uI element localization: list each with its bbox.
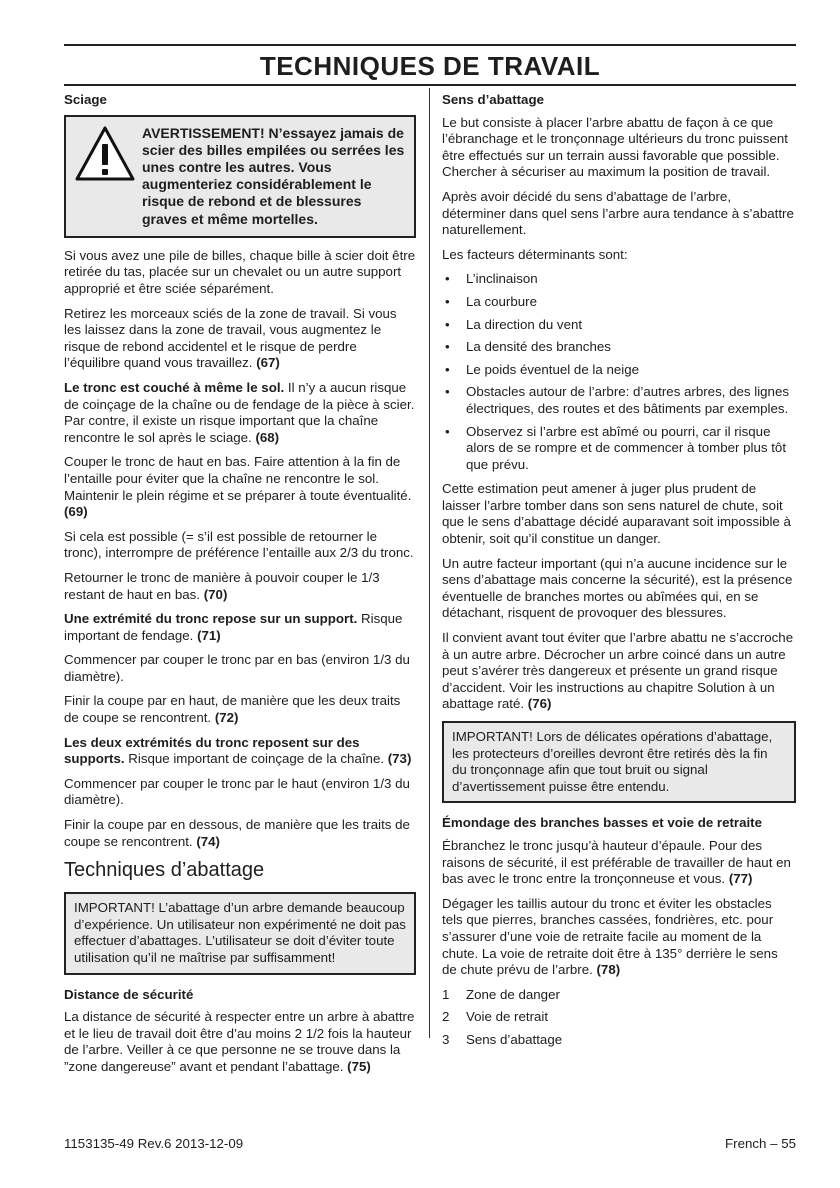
important-text: IMPORTANT! Lors de délicates opérations d’abattage, les protecteurs d’oreilles devront être retirés dès la fin du tronçonnage afin que tout bruit ou signal d’avertissement puisse être entendu. [452, 729, 773, 794]
bullet-icon: • [445, 339, 450, 355]
paragraph [442, 189, 796, 239]
paragraph [442, 115, 796, 181]
paragraph-lead: Le tronc est couché à même le sol. [64, 379, 285, 395]
paragraph-text: Retourner le tronc de manière à pouvoir couper le 1/3 restant de haut en bas. [64, 569, 380, 602]
legend-item [442, 987, 796, 1004]
paragraph [64, 735, 416, 768]
legend-number: 2 [442, 1009, 450, 1025]
legend-list [442, 987, 796, 1049]
paragraph [64, 454, 416, 520]
paragraph-text: Si vous avez une pile de billes, chaque bille à scier doit être retirée du tas, placée sur un chevalet ou un autre support approprié et être sciée séparément. [64, 247, 416, 296]
paragraph [442, 838, 796, 888]
important-box [64, 892, 416, 974]
bullet-icon: • [445, 384, 450, 400]
important-box [442, 721, 796, 803]
paragraph [64, 652, 416, 685]
paragraph [64, 611, 416, 644]
paragraph [64, 693, 416, 726]
paragraph-text: Un autre facteur important (qui n’a aucune incidence sur le sens d’abattage mais concerne la sécurité), est la présence éventuelle de branches mortes ou abîmées qui, en se détachant, risquent de provoquer des blessures. [442, 555, 793, 621]
paragraph-text: Dégager les taillis autour du tronc et éviter les obstacles tels que pierres, branches cassées, fondrières, etc. pour s’assurer d’une voie de retraite facile au moment de la chute. La voie de retraite doit être à 135° derrière le sens de chute prévu de l’arbre. [442, 895, 778, 978]
list-item [442, 362, 796, 379]
paragraph-text: Si cela est possible (= s’il est possible de retourner le tronc), interrompre de préférence l’entaille aux 2/3 du tronc. [64, 528, 414, 561]
figure-ref: (69) [64, 504, 88, 520]
figure-ref: (73) [387, 751, 412, 767]
figure-ref: (68) [255, 429, 280, 445]
list-item-text: La densité des branches [466, 339, 611, 355]
list-item [442, 424, 796, 474]
paragraph [64, 306, 416, 372]
legend-text: Voie de retrait [466, 1009, 549, 1025]
left-column [64, 92, 416, 1084]
bullet-icon: • [445, 316, 450, 332]
paragraph-text: Finir la coupe par en haut, de manière que les deux traits de coupe se rencontrent. [64, 693, 401, 726]
paragraph-text: Finir la coupe par en dessous, de manière que les traits de coupe se rencontrent. [64, 817, 410, 849]
legend-text: Zone de danger [466, 986, 560, 1002]
paragraph [442, 247, 796, 264]
paragraph [64, 570, 416, 603]
list-item-text: Obstacles autour de l’arbre: d’autres arbres, des lignes électriques, des routes et des bâtiments par exemples. [466, 384, 789, 416]
figure-ref: (76) [527, 696, 552, 712]
paragraph-lead: Les deux extrémités du tronc reposent sur des supports. [64, 734, 360, 767]
paragraph [64, 817, 416, 850]
warning-box [64, 115, 416, 238]
paragraph [64, 776, 416, 809]
section-heading-techniques: Techniques d’abattage [64, 859, 265, 882]
legend-text: Sens d’abattage [466, 1031, 563, 1047]
paragraph-lead: Une extrémité du tronc repose sur un support. [64, 611, 358, 627]
legend-number: 3 [442, 1031, 450, 1047]
bullet-icon: • [445, 293, 450, 309]
figure-ref: (77) [728, 871, 753, 887]
important-text: IMPORTANT! L’abattage d’un arbre demande beaucoup d’expérience. Un utilisateur non expérimenté ne doit pas effectuer d’abattages. L’utilisateur se doit d’éviter toute utilisation qu’il ne maîtrise par suffisamment! [74, 900, 406, 965]
paragraph-text: Commencer par couper le tronc par le haut (environ 1/3 du diamètre). [64, 775, 410, 808]
bullet-icon: • [445, 271, 450, 287]
paragraph-text: La distance de sécurité à respecter entre un arbre à abattre et le lieu de travail doit être d’au moins 2 1/2 fois la hauteur de l’arbre. Veiller à ce que personne ne se trouve dans la ”zone dangereuse” avant et pendant l’abattage. [64, 1009, 415, 1074]
figure-ref: (72) [214, 710, 239, 726]
paragraph [64, 380, 416, 446]
warning-text: AVERTISSEMENT! N’essayez jamais de scier des billes empilées ou serrées les unes contre les autres. Vous augmenteriez considérablement le risque de rebond et de blessures graves et même mortelles. [142, 124, 405, 227]
factors-list [442, 271, 796, 473]
list-item [442, 384, 796, 417]
paragraph [64, 248, 416, 298]
paragraph [442, 630, 796, 713]
paragraph-text: Il convient avant tout éviter que l’arbre abattu ne s’accroche à un autre arbre. Décrocher un arbre coincé dans un autre peut s’avérer très dangereux et présente un grand risque d’accident. Voir les instructions au chapitre Solution à un abattage raté. [442, 630, 794, 712]
page-header [64, 44, 796, 86]
paragraph [64, 1009, 416, 1075]
list-item-text: Le poids éventuel de la neige [466, 361, 639, 377]
paragraph-text: Les facteurs déterminants sont: [442, 246, 628, 262]
section-heading-sens: Sens d’abattage [442, 92, 544, 107]
paragraph-text: Ébranchez le tronc jusqu’à hauteur d’épaule. Pour des raisons de sécurité, il est préférable de travailler de haut en bas avec le tronc entre la tronçonneuse et vous. [442, 837, 791, 887]
figure-ref: (71) [197, 627, 221, 643]
legend-item [442, 1032, 796, 1049]
list-item [442, 294, 796, 311]
warning-triangle-icon [74, 125, 136, 183]
paragraph [442, 896, 796, 979]
legend-number: 1 [442, 986, 450, 1002]
paragraph-text: Risque important de fendage. [64, 611, 403, 643]
list-item [442, 317, 796, 334]
paragraph [442, 556, 796, 622]
legend-item [442, 1009, 796, 1026]
list-item-text: La direction du vent [466, 316, 583, 332]
title-rule [64, 84, 796, 86]
list-item-text: La courbure [466, 293, 537, 309]
list-item [442, 271, 796, 288]
section-heading-distance: Distance de sécurité [64, 986, 194, 1002]
paragraph-text: Le but consiste à placer l’arbre abattu de façon à ce que l’ébranchage et le tronçonnage ultérieurs du tronc puissent être effectués sur un terrain aussi favorable que possible. Chercher à sécuriser au maximum la position de travail. [442, 114, 788, 180]
paragraph [442, 481, 796, 547]
bullet-icon: • [445, 361, 450, 377]
list-item [442, 339, 796, 356]
paragraph-text: Commencer par couper le tronc par en bas (environ 1/3 du diamètre). [64, 652, 410, 684]
figure-ref: (70) [203, 586, 228, 602]
right-column [442, 92, 796, 1055]
footer-doc-id: 1153135-49 Rev.6 2013-12-09 [64, 1136, 244, 1151]
figure-ref: (75) [347, 1058, 371, 1074]
column-separator [429, 88, 430, 1038]
paragraph-text: Cette estimation peut amener à juger plus prudent de laisser l’arbre tomber dans son sens naturel de chute, soit que le sens d’abattage décidé auparavant soit impossible à obtenir, soit qu’il constitue un danger. [442, 481, 791, 547]
section-heading-sciage: Sciage [64, 92, 107, 107]
bullet-icon: • [445, 423, 450, 439]
paragraph-text: Couper le tronc de haut en bas. Faire attention à la fin de l’entaille pour éviter que la chaîne ne rencontre le sol. Maintenir le plein régime et se préparer à toute éventualité. [64, 454, 412, 503]
figure-ref: (67) [256, 355, 280, 371]
paragraph-text: Risque important de coinçage de la chaîne. [124, 751, 385, 767]
footer-page-number: French – 55 [725, 1136, 796, 1151]
list-item-text: L’inclinaison [466, 271, 538, 287]
section-heading-emondage: Émondage des branches basses et voie de retraite [442, 815, 762, 831]
paragraph-text: Il n’y a aucun risque de coinçage de la chaîne ou de fendage de la pièce à scier. Par contre, il existe un risque important que la chaîne rencontre le sol après le sciage. [64, 379, 415, 445]
paragraph [64, 529, 416, 562]
page-title: TECHNIQUES DE TRAVAIL [259, 51, 601, 81]
list-item-text: Observez si l’arbre est abîmé ou pourri, car il risque alors de se rompre et de commencer à tomber plus tôt que prévu. [466, 423, 787, 472]
figure-ref: (78) [596, 962, 621, 978]
paragraph-text: Après avoir décidé du sens d’abattage de l’arbre, déterminer dans quel sens l’arbre aura tendance à s’abattre naturellement. [442, 188, 794, 238]
figure-ref: (74) [196, 833, 220, 849]
paragraph-text: Retirez les morceaux sciés de la zone de travail. Si vous les laissez dans la zone de travail, vous augmentez le risque de rebond accidentel et le risque de perdre l’équilibre quand vous travaillez. [64, 305, 397, 371]
